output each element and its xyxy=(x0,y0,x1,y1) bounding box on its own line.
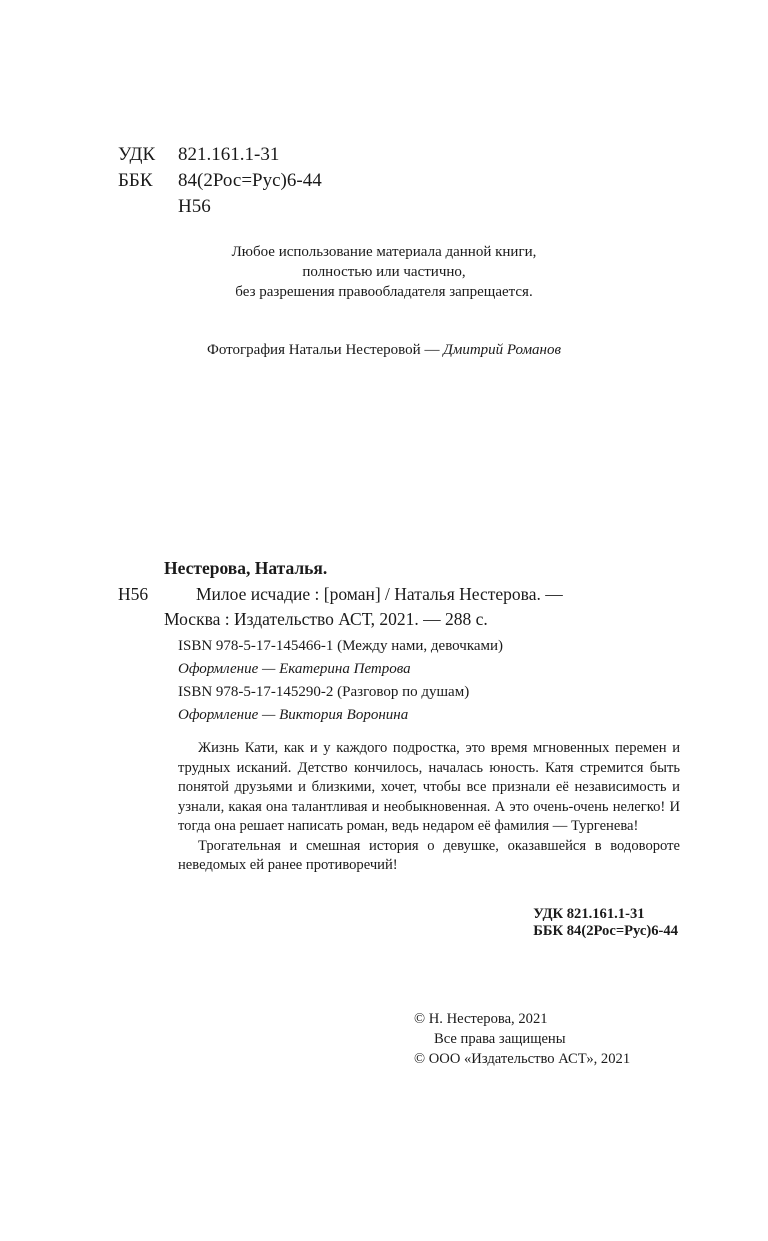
biblio-mark: Н56 xyxy=(118,584,149,604)
biblio-imprint-line: Москва : Издательство АСТ, 2021. — 288 с. xyxy=(164,609,488,629)
author-mark: Н56 xyxy=(178,196,211,217)
copyright-rights: Все права защищены xyxy=(434,1031,566,1047)
udk-row xyxy=(0,142,768,168)
codes-bbk: ББК 84(2Рос=Рус)6-44 xyxy=(533,923,678,939)
usage-notice xyxy=(0,242,768,302)
copyright-author: © Н. Нестерова, 2021 xyxy=(414,1011,548,1027)
notice-line: без разрешения правообладателя запрещается. xyxy=(235,284,533,300)
annotation-paragraph: Жизнь Кати, как и у каждого подростка, это время мгновенных перемен и трудных исканий. Детство кончилось, началась юность. Катя стремится быть понятой друзьями и близкими, хочет, чтобы все признали её независимость и узнали, какая она талантливая и необыкновенная. А это очень-очень нелегко! И тогда она решает написать роман, ведь недаром её фамилия — Тургенева! xyxy=(178,740,680,834)
udk-value: 821.161.1-31 xyxy=(178,144,280,165)
bbk-row xyxy=(0,168,768,194)
biblio-design-1: Оформление — Екатерина Петрова xyxy=(178,661,411,677)
copyright-publisher: © ООО «Издательство АСТ», 2021 xyxy=(414,1051,631,1067)
biblio-isbn-2: ISBN 978-5-17-145290-2 (Разговор по душам) xyxy=(178,684,470,700)
udk-label: УДК xyxy=(118,144,156,165)
biblio-author: Нестерова, Наталья. xyxy=(164,558,328,578)
annotation xyxy=(178,739,680,876)
biblio-isbn-1: ISBN 978-5-17-145466-1 (Между нами, девочками) xyxy=(178,638,504,654)
annotation-paragraph: Трогательная и смешная история о девушке, оказавшейся в водовороте неведомых ей ранее противоречий! xyxy=(178,837,680,873)
copyright-block xyxy=(414,1009,630,1069)
photo-credit-author: Дмитрий Романов xyxy=(443,342,561,358)
classification-codes xyxy=(533,906,678,940)
codes-udk: УДК 821.161.1-31 xyxy=(533,906,645,922)
bbk-value: 84(2Рос=Рус)6-44 xyxy=(178,170,322,191)
photo-credit xyxy=(0,342,768,359)
author-mark-row xyxy=(0,194,768,220)
biblio-title-line: Милое исчадие : [роман] / Наталья Нестерова. — xyxy=(196,584,563,604)
notice-line: Любое использование материала данной книги, xyxy=(231,244,537,260)
bbk-label: ББК xyxy=(118,170,153,191)
biblio-design-2: Оформление — Виктория Воронина xyxy=(178,707,409,723)
notice-line: полностью или частично, xyxy=(302,264,466,280)
photo-credit-text: Фотография Натальи Нестеровой — xyxy=(207,342,444,358)
